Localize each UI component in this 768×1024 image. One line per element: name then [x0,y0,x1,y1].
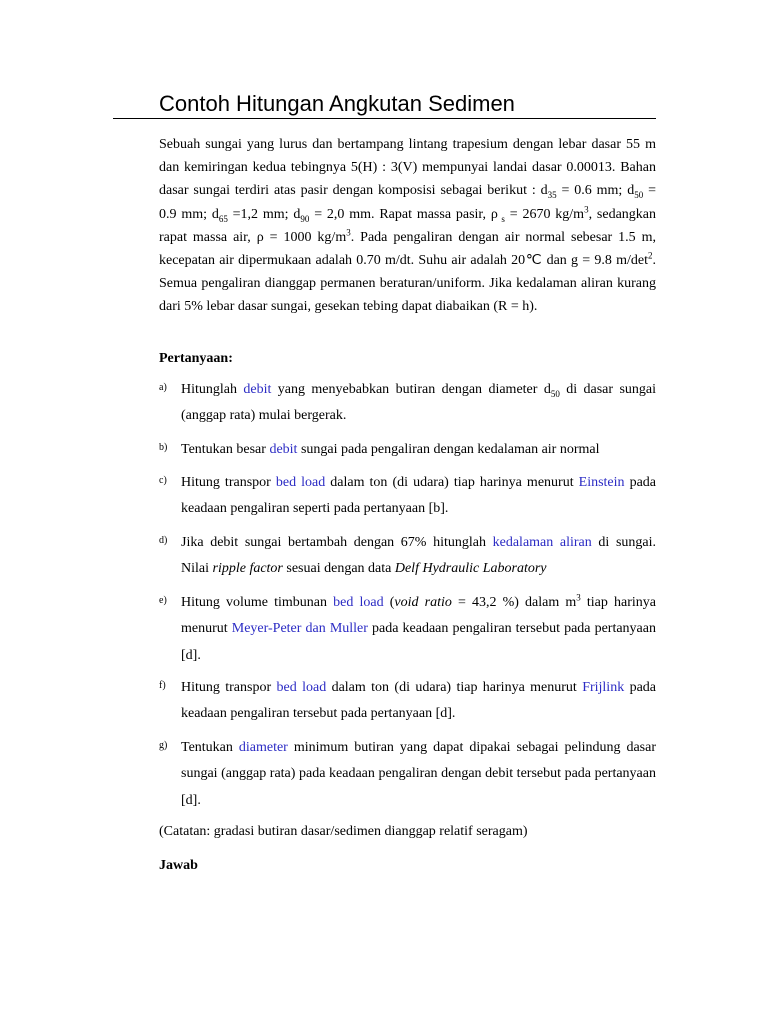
para-text: =1,2 mm; d [227,206,301,222]
question-segment: di dasar sungai (anggap rata) mulai bergerak. [181,382,657,424]
question-segment: Hitung volume timbunan [181,595,334,610]
d65-subscript: 65 [218,213,228,224]
square-superscript: 2 [648,250,653,261]
question-segment: Hitung transpor [181,475,276,490]
italic-ripple-factor: ripple factor [212,561,283,577]
question-text [181,590,656,669]
question-segment: Hitung transpor [181,680,277,695]
para-text: . Semua pengaliran dianggap permanen beraturan/uniform. Jika kedalaman aliran kurang dari 5% lebar dasar sungai, gesekan tebing dapat diabaikan (R = h). [159,253,656,315]
question-segment: di sungai. Nilai [181,535,656,577]
note-text: (Catatan: gradasi butiran dasar/sedimen dianggap relatif seragam) [159,824,528,839]
keyword-debit: debit [269,442,298,457]
question-segment: pada keadaan pengaliran tersebut pada pertanyaan [d]. [181,621,656,663]
question-segment: = 43,2 %) dalam m [451,595,577,610]
question-segment: minimum butiran yang dapat dipakai sebagai pelindung dasar sungai (anggap rata) pada keadaan pengaliran dengan debit tersebut pada pertanyaan [d]. [181,740,656,808]
question-segment: pada keadaan pengaliran seperti pada pertanyaan [b]. [181,475,657,517]
problem-paragraph [159,133,656,319]
question-segment: dalam ton (di udara) tiap harinya menurut [326,680,583,695]
d50-subscript: 50 [550,388,560,399]
question-letter: c) [159,475,167,486]
cube-superscript: 3 [346,227,351,238]
para-text: , sedangkan rapat massa air, ρ = 1000 kg/m [159,206,656,245]
question-letter: e) [159,595,167,606]
question-text [181,675,656,728]
keyword-bed-load: bed load [333,595,384,610]
para-text: = 0.9 mm; d [159,183,656,222]
question-segment: yang menyebabkan butiran dengan diameter d [271,382,551,397]
keyword-diameter: diameter [238,740,288,755]
questions-heading: Pertanyaan: [159,351,233,366]
d50-subscript: 50 [634,190,644,201]
italic-void-ratio: void ratio [394,595,452,610]
keyword-meyer-peter-dan-muller: Meyer-Peter dan Muller [231,621,368,637]
keyword-debit: debit [243,382,272,397]
question-text [181,530,656,583]
title-underline [113,118,656,119]
keyword-einstein: Einstein [578,475,625,490]
rho-s-subscript: s [497,213,505,224]
question-letter: b) [159,442,168,453]
question-segment: pada keadaan pengaliran tersebut pada pertanyaan [d]. [181,680,656,722]
para-text: Sebuah sungai yang lurus dan bertampang lintang trapesium dengan lebar dasar 55 m dan kemiringan kedua tebingnya 5(H) : 3(V) mempunyai landai dasar 0.00013. Bahan dasar sungai terdiri atas pasir dengan komposisi sebagai berikut : d [159,137,656,199]
cube-superscript: 3 [576,592,581,603]
para-text: = 0.6 mm; d [556,183,635,199]
question-segment: sesuai dengan data [282,561,395,577]
cube-superscript: 3 [584,203,589,214]
page-title: Contoh Hitungan Angkutan Sedimen [159,91,515,116]
para-text: = 2,0 mm. Rapat massa pasir, ρ [309,206,498,222]
d35-subscript: 35 [547,190,557,201]
para-text: . Pada pengaliran dengan air normal sebesar 1.5 m, kecepatan air dipermukaan adalah 0.70 m/dt. Suhu air adalah 20℃ dan g = 9.8 m/det [159,229,656,269]
question-segment: tiap harinya menurut [181,595,656,637]
question-text [181,735,656,814]
question-segment: Jika debit sungai bertambah dengan 67% hitunglah [181,535,493,550]
keyword-kedalaman-aliran: kedalaman aliran [492,535,592,550]
question-segment: Tentukan besar [181,442,270,457]
question-letter: d) [159,535,168,546]
keyword-frijlink: Frijlink [582,680,625,695]
para-text: = 2670 kg/m [504,206,585,222]
question-text [181,377,656,430]
question-letter: g) [159,740,168,751]
question-segment: Tentukan [181,740,239,755]
question-text [181,470,656,523]
question-segment: ( [383,595,395,610]
d90-subscript: 90 [300,213,310,224]
keyword-bed-load: bed load [275,475,326,490]
keyword-bed-load: bed load [276,680,327,695]
question-text [181,437,656,463]
question-segment: sungai pada pengaliran dengan kedalaman air normal [297,442,600,457]
italic-delf-hydraulic-laboratory: Delf Hydraulic Laboratory [394,561,547,577]
question-letter: f) [159,680,166,691]
question-letter: a) [159,382,167,393]
question-segment: Hitunglah [181,382,244,397]
question-segment: dalam ton (di udara) tiap harinya menurut [325,475,579,490]
answer-heading: Jawab [159,858,198,873]
